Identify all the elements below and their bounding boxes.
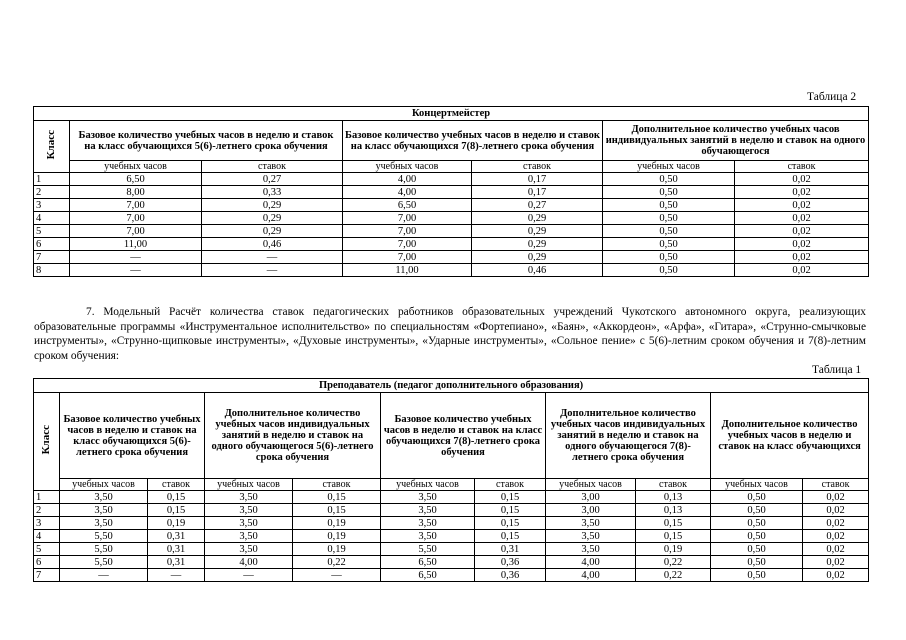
table-cell: 0,50 xyxy=(711,504,803,517)
table1-subheader-rates: ставок xyxy=(803,479,869,491)
table-cell: 0,02 xyxy=(735,199,869,212)
table1-subheader-hours: учебных часов xyxy=(381,479,475,491)
table-cell: 0,50 xyxy=(603,225,735,238)
table-cell: 0,36 xyxy=(475,556,546,569)
table-cell: 3,50 xyxy=(60,517,148,530)
table-cell: 4,00 xyxy=(343,173,472,186)
table-row xyxy=(34,212,869,225)
table-cell: 0,33 xyxy=(202,186,343,199)
table-row xyxy=(34,238,869,251)
class-number-cell: 8 xyxy=(34,264,70,277)
table2-subheader-rates: ставок xyxy=(472,161,603,173)
table-cell: 0,19 xyxy=(293,530,381,543)
table-cell: 0,50 xyxy=(603,264,735,277)
table-cell: 3,50 xyxy=(381,504,475,517)
table2-group-header: Дополнительное количество учебных часов индивидуальных занятий в неделю и ставок на одного обучающегося xyxy=(603,121,869,161)
table-cell: 0,27 xyxy=(202,173,343,186)
table-cell: 0,15 xyxy=(148,491,205,504)
table-cell: — xyxy=(70,264,202,277)
table-cell: — xyxy=(202,264,343,277)
table-cell: 5,50 xyxy=(60,530,148,543)
table-cell: — xyxy=(205,569,293,582)
table2-caption: Таблица 2 xyxy=(807,91,857,103)
class-number-cell: 6 xyxy=(34,556,60,569)
table-cell: 3,50 xyxy=(546,517,636,530)
table-cell: 0,50 xyxy=(603,238,735,251)
table-cell: 4,00 xyxy=(546,569,636,582)
table2-subheader-rates: ставок xyxy=(202,161,343,173)
table-cell: 3,00 xyxy=(546,504,636,517)
table-cell: 4,00 xyxy=(343,186,472,199)
table2-subheader-hours: учебных часов xyxy=(70,161,202,173)
table-cell: 0,31 xyxy=(148,556,205,569)
table-cell: 0,50 xyxy=(711,530,803,543)
table-cell: 0,17 xyxy=(472,186,603,199)
table-cell: 0,02 xyxy=(803,504,869,517)
table-cell: 5,50 xyxy=(60,543,148,556)
table-cell: 6,50 xyxy=(343,199,472,212)
table-cell: — xyxy=(60,569,148,582)
table-cell: 0,15 xyxy=(475,504,546,517)
table-cell: 0,15 xyxy=(293,504,381,517)
table-cell: 0,29 xyxy=(472,238,603,251)
table-cell: 3,50 xyxy=(546,530,636,543)
table-cell: 0,29 xyxy=(202,225,343,238)
table-cell: 0,13 xyxy=(636,504,711,517)
class-number-cell: 5 xyxy=(34,543,60,556)
table-cell: 0,22 xyxy=(293,556,381,569)
table2-group-header: Базовое количество учебных часов в неделю и ставок на класс обучающихся 7(8)-летнего срока обучения xyxy=(343,121,603,161)
table-row xyxy=(34,543,869,556)
table-cell: 0,15 xyxy=(293,491,381,504)
table1-subheader-rates: ставок xyxy=(148,479,205,491)
table-cell: 0,02 xyxy=(803,556,869,569)
table-cell: 0,27 xyxy=(472,199,603,212)
table-row xyxy=(34,517,869,530)
table-cell: 6,50 xyxy=(70,173,202,186)
class-number-cell: 2 xyxy=(34,186,70,199)
table-cell: 0,02 xyxy=(803,569,869,582)
table-cell: 7,00 xyxy=(70,225,202,238)
table1-subheader-hours: учебных часов xyxy=(205,479,293,491)
table-cell: 0,15 xyxy=(636,517,711,530)
class-number-cell: 1 xyxy=(34,491,60,504)
table-cell: 0,29 xyxy=(202,199,343,212)
table-cell: 3,50 xyxy=(205,491,293,504)
table1-group-header: Базовое количество учебных часов в неделю и ставок на класс обучающихся 5(6)-летнего срока обучения xyxy=(60,393,205,479)
table-cell: 7,00 xyxy=(343,225,472,238)
table-cell: 3,50 xyxy=(381,517,475,530)
table-cell: 0,02 xyxy=(735,238,869,251)
table-row xyxy=(34,199,869,212)
table-cell: 0,15 xyxy=(636,530,711,543)
table1-subheader-hours: учебных часов xyxy=(60,479,148,491)
table-cell: 0,02 xyxy=(803,543,869,556)
table-cell: 0,02 xyxy=(735,264,869,277)
table1-subheader-rates: ставок xyxy=(636,479,711,491)
table-cell: 0,50 xyxy=(603,186,735,199)
table-cell: 0,13 xyxy=(636,491,711,504)
table1-title: Преподаватель (педагог дополнительного образования) xyxy=(34,379,869,393)
table-cell: 7,00 xyxy=(70,199,202,212)
table-cell: 8,00 xyxy=(70,186,202,199)
table-cell: 0,50 xyxy=(603,212,735,225)
table-cell: 3,50 xyxy=(381,530,475,543)
table-cell: 0,50 xyxy=(711,569,803,582)
table-cell: 3,50 xyxy=(205,504,293,517)
table-cell: 0,02 xyxy=(735,173,869,186)
table-row xyxy=(34,556,869,569)
table-cell: 3,50 xyxy=(546,543,636,556)
table1-group-header: Дополнительное количество учебных часов в неделю и ставок на класс обучающихся xyxy=(711,393,869,479)
table-cell: 6,50 xyxy=(381,569,475,582)
class-number-cell: 5 xyxy=(34,225,70,238)
table-row xyxy=(34,173,869,186)
class-number-cell: 3 xyxy=(34,517,60,530)
table-cell: 0,31 xyxy=(475,543,546,556)
table-cell: 0,02 xyxy=(735,186,869,199)
table-row xyxy=(34,569,869,582)
table1-group-header: Базовое количество учебных часов в неделю и ставок на класс обучающихся 7(8)-летнего срока обучения xyxy=(381,393,546,479)
table-cell: 0,15 xyxy=(475,517,546,530)
table-cell: 0,50 xyxy=(603,199,735,212)
table-cell: 0,29 xyxy=(472,251,603,264)
table-cell: 5,50 xyxy=(381,543,475,556)
table1-subheader-hours: учебных часов xyxy=(711,479,803,491)
table-cell: 0,46 xyxy=(472,264,603,277)
table-cell: 0,15 xyxy=(148,504,205,517)
table-cell: 4,00 xyxy=(205,556,293,569)
class-number-cell: 3 xyxy=(34,199,70,212)
table-cell: 0,02 xyxy=(735,225,869,238)
table-cell: 0,36 xyxy=(475,569,546,582)
table-cell: 7,00 xyxy=(343,212,472,225)
table-cell: — xyxy=(293,569,381,582)
table-cell: 0,15 xyxy=(475,491,546,504)
table-cell: 0,50 xyxy=(711,556,803,569)
table-cell: 7,00 xyxy=(70,212,202,225)
table-cell: 6,50 xyxy=(381,556,475,569)
table-cell: 3,50 xyxy=(205,517,293,530)
table-cell: 0,02 xyxy=(735,251,869,264)
table-cell: 0,19 xyxy=(293,543,381,556)
table1-group-header: Дополнительное количество учебных часов индивидуальных занятий в неделю и ставок на одного обучающегося 7(8)-летнего срока обучения xyxy=(546,393,711,479)
table-cell: 0,19 xyxy=(148,517,205,530)
table-cell: 7,00 xyxy=(343,238,472,251)
table-cell: 0,50 xyxy=(603,251,735,264)
table1-subheader-hours: учебных часов xyxy=(546,479,636,491)
table1-group-header: Дополнительное количество учебных часов индивидуальных занятий в неделю и ставок на одного обучающегося 5(6)-летнего срока обучения xyxy=(205,393,381,479)
class-number-cell: 1 xyxy=(34,173,70,186)
table-cell: 0,02 xyxy=(803,491,869,504)
table-cell: 0,50 xyxy=(711,517,803,530)
table2-subheader-hours: учебных часов xyxy=(343,161,472,173)
body-paragraph: 7. Модельный Расчёт количества ставок педагогических работников образовательных учреждений Чукотского автономного округа, реализующих образовательные программы «Инструментальное исполнительство» по специальностям «Фортепиано», «Баян», «Аккордеон», «Арфа», «Гитара», «Струнно-смычковые инструменты», «Струнно-щипковые инструменты», «Духовые инструменты», «Ударные инструменты», «Сольное пение» с 5(6)-летним сроком обучения и 7(8)-летним сроком обучения: xyxy=(34,306,866,362)
table-cell: 0,31 xyxy=(148,543,205,556)
table-cell: 5,50 xyxy=(60,556,148,569)
table-cell: 0,19 xyxy=(636,543,711,556)
table1-caption: Таблица 1 xyxy=(812,364,862,376)
table-row xyxy=(34,530,869,543)
table-cell: 0,29 xyxy=(472,212,603,225)
table-cell: 0,29 xyxy=(472,225,603,238)
table-cell: 0,02 xyxy=(803,517,869,530)
table-cell: 11,00 xyxy=(343,264,472,277)
table-cell: 0,50 xyxy=(711,543,803,556)
table-cell: — xyxy=(202,251,343,264)
table-row xyxy=(34,186,869,199)
class-number-cell: 4 xyxy=(34,530,60,543)
table-cell: 0,31 xyxy=(148,530,205,543)
table-cell: 3,50 xyxy=(381,491,475,504)
table-cell: 3,50 xyxy=(205,543,293,556)
table-cell: 3,50 xyxy=(60,491,148,504)
table-cell: 11,00 xyxy=(70,238,202,251)
table-cell: 0,50 xyxy=(711,491,803,504)
table2-subheader-rates: ставок xyxy=(735,161,869,173)
class-number-cell: 7 xyxy=(34,251,70,264)
table2-klass-header: Класс xyxy=(34,121,70,173)
table-cell: 3,50 xyxy=(205,530,293,543)
table1-subheader-rates: ставок xyxy=(475,479,546,491)
table2-subheader-hours: учебных часов xyxy=(603,161,735,173)
table-cell: 0,15 xyxy=(475,530,546,543)
class-number-cell: 2 xyxy=(34,504,60,517)
class-number-cell: 7 xyxy=(34,569,60,582)
table-cell: 0,22 xyxy=(636,556,711,569)
table-cell: 3,50 xyxy=(60,504,148,517)
table-cell: 7,00 xyxy=(343,251,472,264)
table2-group-header: Базовое количество учебных часов в неделю и ставок на класс обучающихся 5(6)-летнего срока обучения xyxy=(70,121,343,161)
table2 xyxy=(33,106,869,277)
table2-title: Концертмейстер xyxy=(34,107,869,121)
table-cell: 0,29 xyxy=(202,212,343,225)
class-number-cell: 6 xyxy=(34,238,70,251)
table-cell: 0,50 xyxy=(603,173,735,186)
table1-klass-header: Класс xyxy=(34,393,60,491)
table1-subheader-rates: ставок xyxy=(293,479,381,491)
class-number-cell: 4 xyxy=(34,212,70,225)
table-row xyxy=(34,491,869,504)
table-cell: 3,00 xyxy=(546,491,636,504)
table1 xyxy=(33,378,869,582)
table-cell: — xyxy=(70,251,202,264)
table-cell: 0,22 xyxy=(636,569,711,582)
table-row xyxy=(34,504,869,517)
table-cell: — xyxy=(148,569,205,582)
table-cell: 0,02 xyxy=(735,212,869,225)
table-cell: 0,19 xyxy=(293,517,381,530)
table-cell: 0,17 xyxy=(472,173,603,186)
table-cell: 0,46 xyxy=(202,238,343,251)
table-cell: 4,00 xyxy=(546,556,636,569)
table-cell: 0,02 xyxy=(803,530,869,543)
table-row xyxy=(34,251,869,264)
table-row xyxy=(34,264,869,277)
table-row xyxy=(34,225,869,238)
